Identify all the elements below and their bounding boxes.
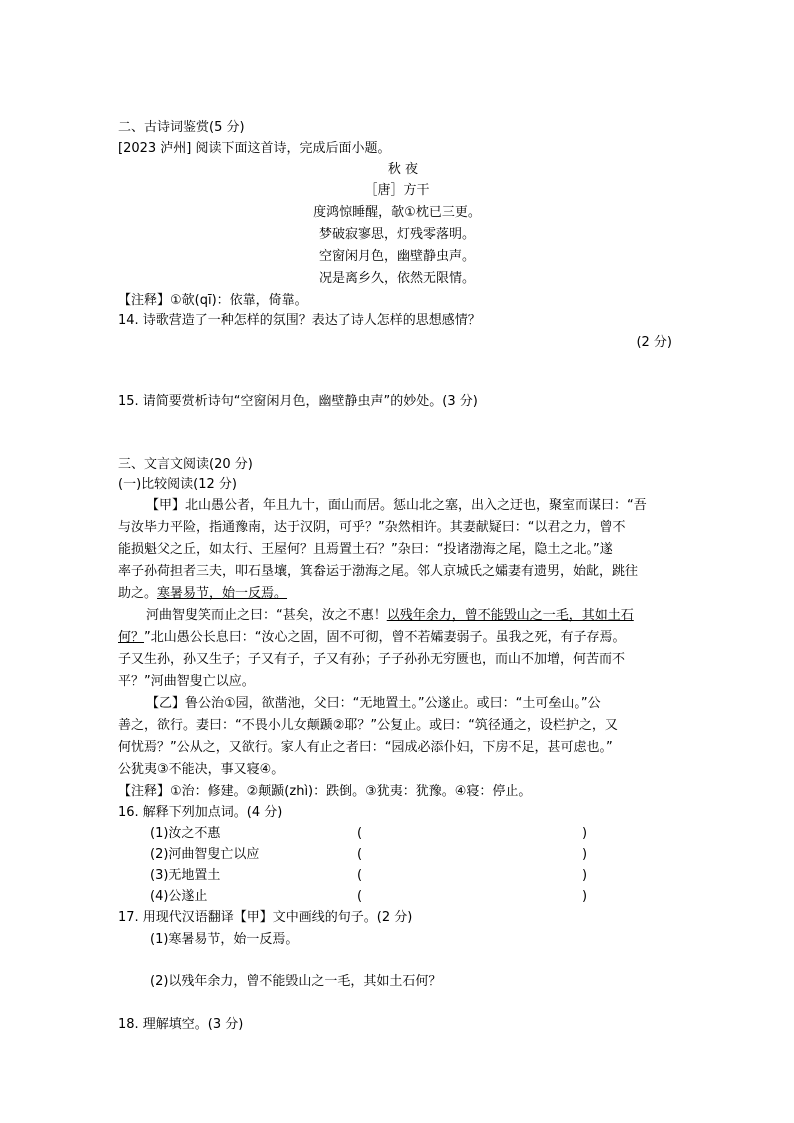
question-15: 15. 请简要赏析诗句“空窗闲月色，幽壁静虫声”的妙处。(3 分) [118, 394, 478, 409]
answer-open-paren: ( [357, 847, 363, 862]
q16-item: (3)无地置土 [150, 868, 221, 883]
poem-line: 况是离乡久，依然无限情。 [318, 271, 475, 286]
answer-close-paren: ) [582, 889, 588, 904]
yi-text-line: 善之，欲行。妻曰：“不畏小儿女颠踬②耶？”公复止。或曰：“筑径通之，设栏护之，又 [118, 718, 618, 733]
question-16: 16. 解释下列加点词。(4 分) [118, 805, 283, 820]
question-14: 14. 诗歌营造了一种怎样的氛围？表达了诗人怎样的思想感情？ [118, 313, 481, 328]
he-text-line [146, 606, 634, 626]
question-18: 18. 理解填空。(3 分) [118, 1017, 244, 1032]
poem-line: 空窗闲月色，幽壁静虫声。 [318, 249, 475, 264]
jia-text-line: 与汝毕力平险，指通豫南，达于汉阴，可乎？”杂然相许。其妻献疑曰：“以君之力，曾不 [118, 520, 626, 535]
underlined-sentence: 以残年余力，曾不能毁山之一毛，其如土石 [386, 608, 634, 623]
jia-text-line: 能损魁父之丘，如太行、王屋何？且焉置土石？”杂曰：“投诸渤海之尾，隐土之北。”遂 [118, 542, 613, 557]
yi-text-line: 【乙】鲁公治①园，欲凿池，父曰：“无地置土。”公遂止。或曰：“土可垒山。”公 [146, 696, 601, 711]
he-text-line: 平？”河曲智叟亡以应。 [118, 674, 255, 689]
jia-text-line: 【甲】北山愚公者，年且九十，面山而居。惩山北之塞，出入之迂也，聚室而谋曰：“吾 [146, 498, 647, 513]
plain-text: 助之。 [118, 586, 158, 601]
answer-close-paren: ) [582, 868, 588, 883]
yi-text-line: 公犹夷③不能决，事又寝④。 [118, 762, 285, 777]
question-14-score: (2 分) [636, 335, 672, 350]
poem-author: ［唐］方干 [364, 183, 430, 198]
jia-text-line [118, 584, 287, 604]
he-text-line [118, 628, 626, 648]
poem-title: 秋 夜 [387, 162, 419, 177]
underlined-sentence: 何？ [118, 630, 145, 645]
question-17: 17. 用现代汉语翻译【甲】文中画线的句子。(2 分) [118, 910, 413, 925]
section-heading: 二、古诗词鉴赏(5 分) [118, 120, 245, 135]
he-text-line: 子又生孙，孙又生子；子又有子，子又有孙；子子孙孙无穷匮也，而山不加增，何苦而不 [118, 652, 626, 667]
plain-text: 河曲智叟笑而止之曰：“甚矣，汝之不惠！ [146, 608, 387, 623]
subsection-heading: (一)比较阅读(12 分) [118, 477, 237, 492]
answer-open-paren: ( [357, 826, 363, 841]
jia-text-line: 率子孙荷担者三夫，叩石垦壤，箕畚运于渤海之尾。邻人京城氏之孀妻有遗男，始龀，跳往 [118, 564, 639, 579]
answer-close-paren: ) [582, 847, 588, 862]
poem-line: 度鸿惊睡醒，欹①枕已三更。 [313, 205, 481, 220]
plain-text: ”北山愚公长息曰：“汝心之固，固不可彻，曾不若孀妻弱子。虽我之死，有子存焉。 [144, 630, 626, 645]
answer-open-paren: ( [357, 889, 363, 904]
q17-item: (2)以残年余力，曾不能毁山之一毛，其如土石何？ [150, 974, 442, 989]
poem-note: 【注释】①欹(qī)：依靠，倚靠。 [118, 293, 308, 308]
underlined-sentence: 寒暑易节，始一反焉。 [157, 586, 288, 601]
section-intro: [2023 泸州] 阅读下面这首诗，完成后面小题。 [118, 141, 391, 156]
q16-item: (4)公遂止 [150, 889, 208, 904]
answer-open-paren: ( [357, 868, 363, 883]
passage-note: 【注释】①治：修建。②颠踬(zhì)：跌倒。③犹夷：犹豫。④寝：停止。 [118, 784, 532, 799]
poem-line: 梦破寂寥思，灯残零落明。 [318, 227, 475, 242]
section-heading: 三、文言文阅读(20 分) [118, 457, 253, 472]
q17-item: (1)寒暑易节，始一反焉。 [150, 932, 299, 947]
yi-text-line: 何忧焉？”公从之，又欲行。家人有止之者曰：“园成必添仆妇，下房不足，甚可虑也。” [118, 740, 613, 755]
q16-item: (1)汝之不惠 [150, 826, 221, 841]
q16-item: (2)河曲智叟亡以应 [150, 847, 260, 862]
answer-close-paren: ) [582, 826, 588, 841]
